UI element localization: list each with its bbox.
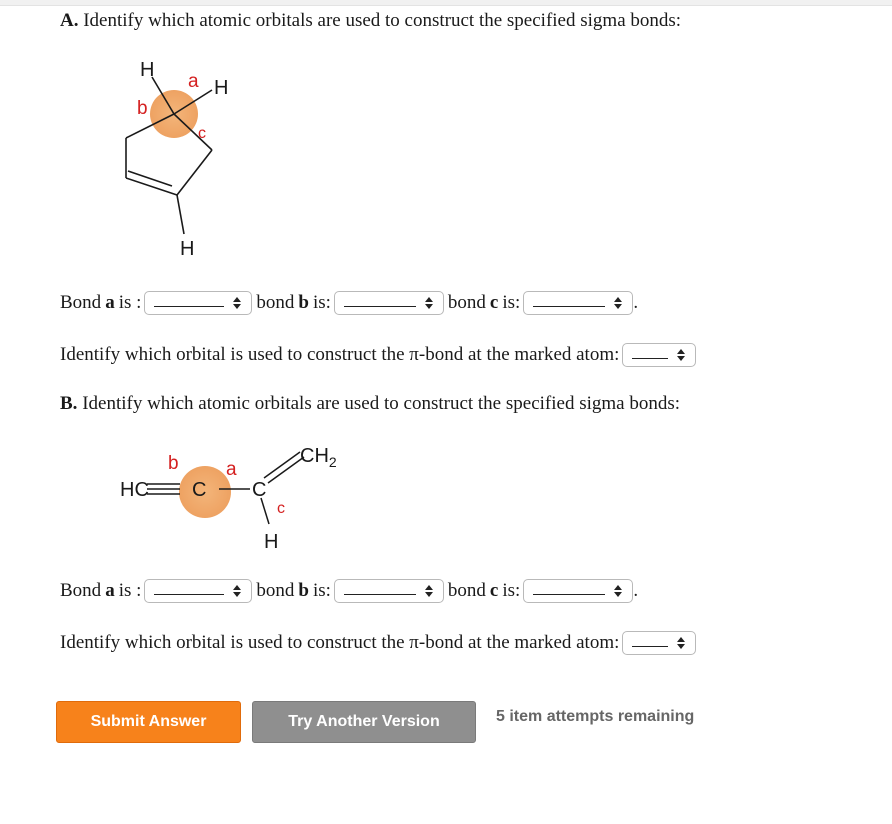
part-a-heading <box>60 10 681 32</box>
bond-c-line-b <box>261 498 269 524</box>
ring-double-bond-inner <box>128 171 172 186</box>
select-arrows-icon <box>232 585 242 597</box>
bond-label-a: a <box>226 459 237 480</box>
ring-double-bond <box>126 178 177 195</box>
part-b-bond-a-select[interactable] <box>144 579 252 603</box>
part-b-heading-text: Identify which atomic orbitals are used to construct the specified sigma bonds: <box>82 393 681 414</box>
ring-bond-right <box>177 150 212 195</box>
part-a-molecule-diagram <box>100 50 260 270</box>
atom-ch2: $CH_2$ <box>300 445 337 470</box>
select-arrows-icon <box>232 297 242 309</box>
part-a-bond-b-select[interactable] <box>334 291 444 315</box>
part-b-pi-select[interactable] <box>622 631 696 655</box>
select-arrows-icon <box>676 349 686 361</box>
part-b-bond-row: Bond a is : bond b is: bond c is: . <box>60 580 639 601</box>
attempts-remaining: 5 item attempts remaining <box>496 708 695 725</box>
part-a-bond-c-select[interactable] <box>523 291 633 315</box>
part-a-pi-select[interactable] <box>622 343 696 367</box>
bond-label-c: c <box>277 500 285 517</box>
part-a-heading-text: Identify which atomic orbitals are used to construct the specified sigma bonds: <box>83 10 682 31</box>
top-bar <box>0 0 892 6</box>
atom-h-right: H <box>214 77 229 99</box>
part-b-letter: B. <box>60 393 78 414</box>
part-a-pi-row <box>60 343 696 367</box>
select-arrows-icon <box>613 297 623 309</box>
submit-answer-button[interactable]: Submit Answer <box>56 701 241 743</box>
part-b-molecule-diagram <box>112 432 372 562</box>
try-another-version-button[interactable]: Try Another Version <box>252 701 476 743</box>
select-arrows-icon <box>676 637 686 649</box>
select-arrows-icon <box>424 297 434 309</box>
part-b-bond-b-select[interactable] <box>334 579 444 603</box>
bond-label-b: b <box>137 98 148 119</box>
atom-h-bottom: H <box>180 238 195 260</box>
part-a-pi-question: Identify which orbital is used to construct the π-bond at the marked atom: <box>60 344 620 365</box>
atom-h: H <box>264 531 279 553</box>
part-b-pi-row <box>60 631 696 655</box>
part-a-bond-row: Bond a is : bond b is: bond c is: . <box>60 292 639 313</box>
part-b-bond-c-select[interactable] <box>523 579 633 603</box>
bond-label-a: a <box>188 71 199 92</box>
atom-c1: C <box>192 479 207 501</box>
part-a-bond-a-select[interactable] <box>144 291 252 315</box>
part-b-pi-question: Identify which orbital is used to construct the π-bond at the marked atom: <box>60 632 620 653</box>
double-bond-2 <box>268 457 304 483</box>
part-b-heading <box>60 393 680 415</box>
atom-h-top: H <box>140 59 155 81</box>
bond-label-b: b <box>168 453 179 474</box>
bond-label-c: c <box>198 125 206 142</box>
select-arrows-icon <box>613 585 623 597</box>
bond-to-bottom-h <box>177 195 184 234</box>
double-bond-1 <box>264 452 300 478</box>
part-a-letter: A. <box>60 10 79 31</box>
atom-c2: C <box>252 479 267 501</box>
atom-hc: HC <box>120 479 149 501</box>
select-arrows-icon <box>424 585 434 597</box>
